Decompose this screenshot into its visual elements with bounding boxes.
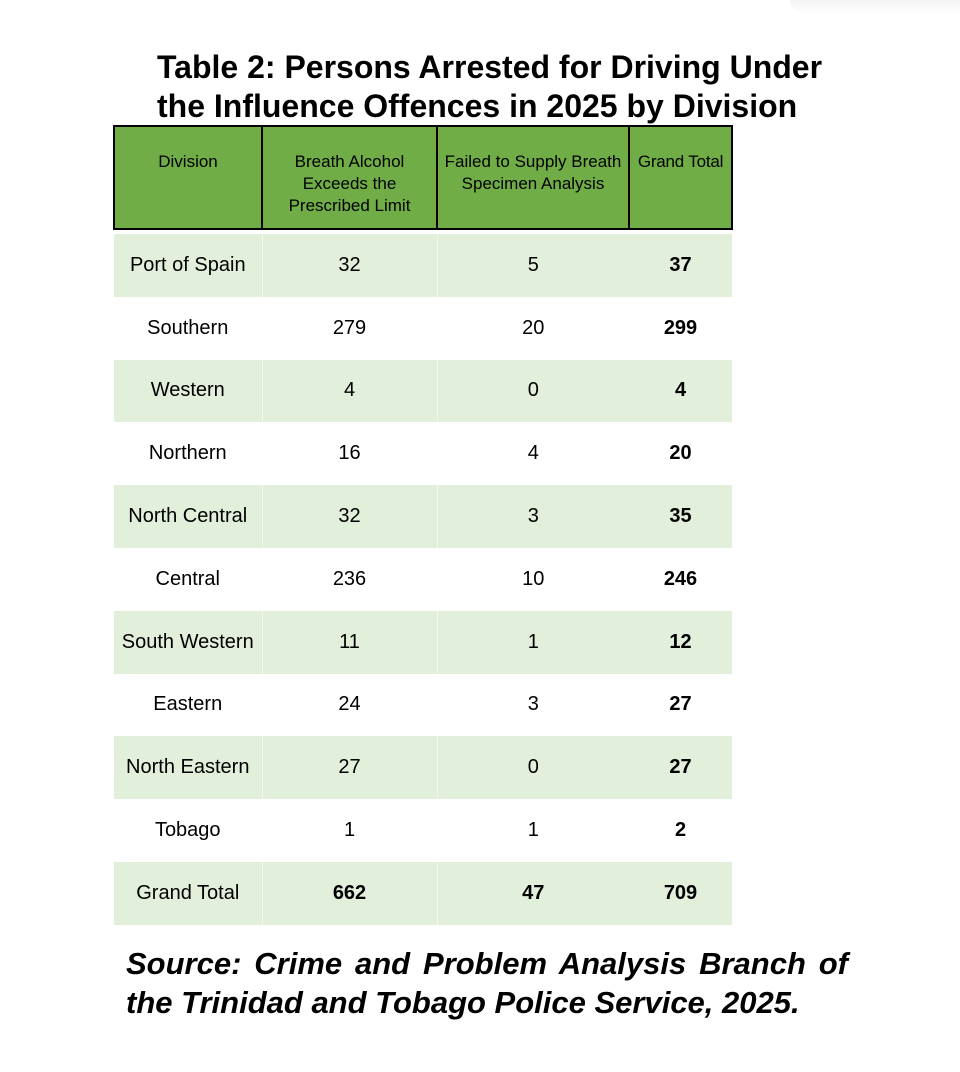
breath-alcohol-cell: 236 bbox=[262, 548, 437, 611]
table-title: Table 2: Persons Arrested for Driving Under the Influence Offences in 2025 by Division bbox=[157, 49, 823, 124]
division-cell: North Central bbox=[114, 485, 262, 548]
breath-alcohol-cell: 32 bbox=[262, 234, 437, 297]
breath-alcohol-cell: 662 bbox=[262, 862, 437, 925]
grand-total-cell: 2 bbox=[629, 799, 732, 862]
failed-to-supply-cell: 0 bbox=[437, 736, 629, 799]
failed-to-supply-cell: 10 bbox=[437, 548, 629, 611]
scan-shadow bbox=[790, 0, 960, 14]
failed-to-supply-cell: 1 bbox=[437, 611, 629, 674]
arrests-table bbox=[113, 125, 733, 925]
division-cell: Grand Total bbox=[114, 862, 262, 925]
table-header bbox=[114, 126, 732, 229]
breath-alcohol-cell: 27 bbox=[262, 736, 437, 799]
grand-total-cell: 12 bbox=[629, 611, 732, 674]
header-breath-alcohol bbox=[262, 126, 437, 229]
division-cell: Northern bbox=[114, 422, 262, 485]
source-note: Source: Crime and Problem Analysis Branch of the Trinidad and Tobago Police Service, 2025. bbox=[126, 946, 848, 1020]
grand-total-cell: 20 bbox=[629, 422, 732, 485]
header-failed-to-supply-label: Failed to Supply Breath Specimen Analysis bbox=[444, 152, 622, 193]
grand-total-row bbox=[114, 862, 732, 925]
table-row bbox=[114, 297, 732, 360]
table-row bbox=[114, 736, 732, 799]
grand-total-cell: 299 bbox=[629, 297, 732, 360]
table-row bbox=[114, 611, 732, 674]
grand-total-cell: 4 bbox=[629, 360, 732, 423]
failed-to-supply-cell: 3 bbox=[437, 485, 629, 548]
arrests-table-container bbox=[113, 125, 731, 925]
header-division bbox=[114, 126, 262, 229]
breath-alcohol-cell: 11 bbox=[262, 611, 437, 674]
breath-alcohol-cell: 32 bbox=[262, 485, 437, 548]
header-division-label: Division bbox=[158, 152, 218, 171]
breath-alcohol-cell: 16 bbox=[262, 422, 437, 485]
grand-total-cell: 246 bbox=[629, 548, 732, 611]
division-cell: Port of Spain bbox=[114, 234, 262, 297]
failed-to-supply-cell: 20 bbox=[437, 297, 629, 360]
grand-total-cell: 37 bbox=[629, 234, 732, 297]
failed-to-supply-cell: 47 bbox=[437, 862, 629, 925]
header-breath-alcohol-label: Breath Alcohol Exceeds the Prescribed Limit bbox=[288, 152, 411, 215]
breath-alcohol-cell: 24 bbox=[262, 674, 437, 737]
table-row bbox=[114, 799, 732, 862]
header-row bbox=[114, 126, 732, 229]
grand-total-cell: 27 bbox=[629, 674, 732, 737]
division-cell: Western bbox=[114, 360, 262, 423]
table-row bbox=[114, 234, 732, 297]
division-cell: South Western bbox=[114, 611, 262, 674]
grand-total-cell: 35 bbox=[629, 485, 732, 548]
table-row bbox=[114, 422, 732, 485]
division-cell: Central bbox=[114, 548, 262, 611]
table-row bbox=[114, 674, 732, 737]
breath-alcohol-cell: 279 bbox=[262, 297, 437, 360]
failed-to-supply-cell: 4 bbox=[437, 422, 629, 485]
division-cell: Eastern bbox=[114, 674, 262, 737]
grand-total-cell: 27 bbox=[629, 736, 732, 799]
breath-alcohol-cell: 4 bbox=[262, 360, 437, 423]
table-row bbox=[114, 485, 732, 548]
failed-to-supply-cell: 5 bbox=[437, 234, 629, 297]
grand-total-cell: 709 bbox=[629, 862, 732, 925]
header-grand-total-label: Grand Total bbox=[637, 152, 724, 171]
table-body bbox=[114, 229, 732, 925]
header-grand-total bbox=[629, 126, 732, 229]
division-cell: Tobago bbox=[114, 799, 262, 862]
breath-alcohol-cell: 1 bbox=[262, 799, 437, 862]
table-row bbox=[114, 548, 732, 611]
division-cell: Southern bbox=[114, 297, 262, 360]
table-row bbox=[114, 360, 732, 423]
failed-to-supply-cell: 3 bbox=[437, 674, 629, 737]
failed-to-supply-cell: 0 bbox=[437, 360, 629, 423]
failed-to-supply-cell: 1 bbox=[437, 799, 629, 862]
header-failed-to-supply bbox=[437, 126, 629, 229]
division-cell: North Eastern bbox=[114, 736, 262, 799]
